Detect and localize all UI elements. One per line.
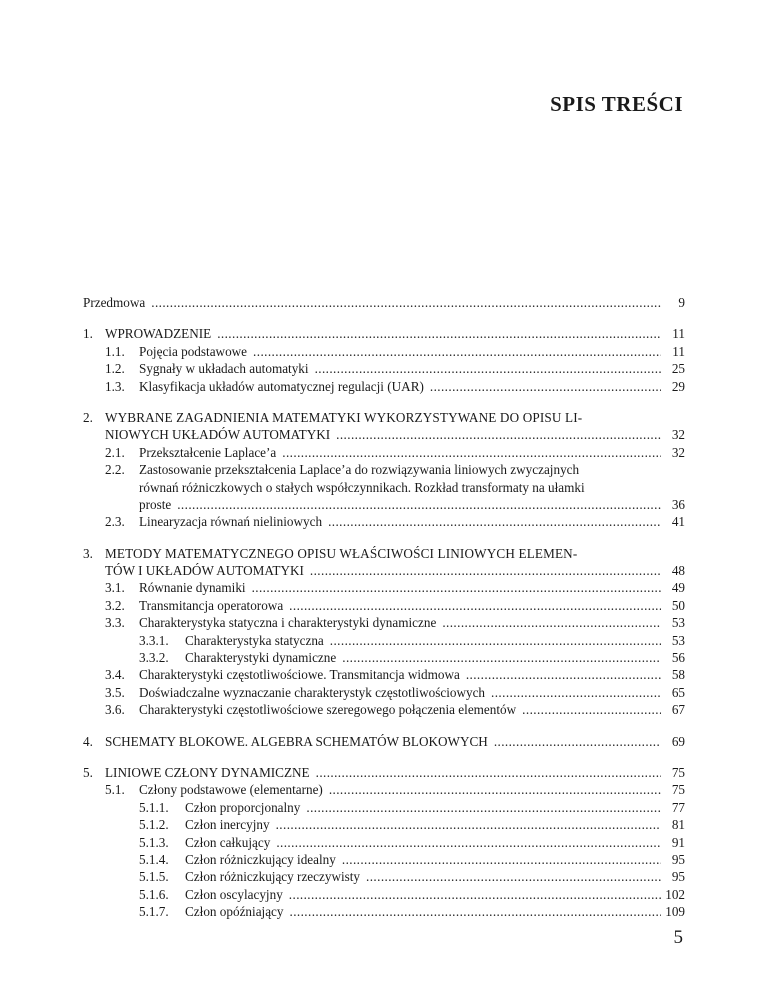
toc-entry-page: 41 xyxy=(671,514,685,530)
toc-entry-number: 5.1.7. xyxy=(139,904,169,920)
toc-entry-continuation xyxy=(83,562,685,579)
toc-entry-page: 95 xyxy=(671,869,685,885)
toc-entry-number: 5.1.1. xyxy=(139,799,169,815)
toc-entry xyxy=(83,886,685,903)
toc-entry xyxy=(83,834,685,851)
toc-entry-page: 49 xyxy=(671,580,685,596)
toc-entry-page: 75 xyxy=(671,764,685,780)
toc-entry-title-line: Zastosowanie przekształcenia Laplace’a do rozwiązywania liniowych zwyczajnych xyxy=(139,462,580,478)
toc-entry-number: 1. xyxy=(83,326,93,342)
toc-entry xyxy=(83,378,685,395)
toc-entry xyxy=(83,684,685,701)
toc-entry-title: SCHEMATY BLOKOWE. ALGEBRA SCHEMATÓW BLOKOWYCH xyxy=(105,733,488,749)
toc-entry xyxy=(83,461,685,478)
toc-entry-page: 9 xyxy=(678,295,685,310)
toc-entry-title: Równanie dynamiki xyxy=(139,580,246,596)
toc-entry-title: Linearyzacja równań nieliniowych xyxy=(139,514,323,530)
toc-entry-title: Człon różniczkujący rzeczywisty xyxy=(185,869,361,885)
toc-entry xyxy=(83,816,685,833)
toc-entry-title: Sygnały w układach automatyki xyxy=(139,361,309,377)
toc-entry-page: 109 xyxy=(665,904,685,920)
toc-entry-number: 5.1.6. xyxy=(139,886,169,902)
toc-entry-number: 3.3.1. xyxy=(139,632,169,648)
toc-entry-page: 32 xyxy=(671,427,685,443)
toc-entry-page: 67 xyxy=(671,702,685,718)
toc-entry xyxy=(83,513,685,530)
toc-entry-number: 3.6. xyxy=(105,702,125,718)
toc-chapter xyxy=(83,409,685,426)
toc-entry xyxy=(83,343,685,360)
toc-entry-number: 3. xyxy=(83,545,93,561)
toc-entry-page: 75 xyxy=(671,782,685,798)
toc-entry xyxy=(83,799,685,816)
toc-entry xyxy=(83,614,685,631)
toc-entry-page: 95 xyxy=(671,851,685,867)
toc-entry-page: 77 xyxy=(671,799,685,815)
toc-entry-page: 53 xyxy=(671,615,685,631)
toc-entry-page: 102 xyxy=(665,886,685,902)
toc-entry-title: Pojęcia podstawowe xyxy=(139,343,248,359)
toc-entry-title-line: równań różniczkowych o stałych współczynnikach. Rozkład transformaty na ułamki xyxy=(139,479,585,495)
toc-entry-title: Człon inercyjny xyxy=(185,817,270,833)
toc-entry xyxy=(83,597,685,614)
toc-entry-title: Charakterystyki częstotliwościowe szeregowego połączenia elementów xyxy=(139,702,517,718)
toc-entry-title: Charakterystyka statyczna i charakterystyki dynamiczne xyxy=(139,615,437,631)
toc-entry xyxy=(83,851,685,868)
toc-entry-title: Transmitancja operatorowa xyxy=(139,597,284,613)
toc-entry-page: 25 xyxy=(671,361,685,377)
toc-entry xyxy=(83,632,685,649)
toc-entry xyxy=(83,579,685,596)
toc-entry-page: 56 xyxy=(671,650,685,666)
toc-entry xyxy=(83,868,685,885)
toc-entry-number: 3.4. xyxy=(105,667,125,683)
toc-entry-number: 2. xyxy=(83,409,93,425)
page-number: 5 xyxy=(673,927,683,948)
toc-entry-title: Człon opóźniający xyxy=(185,904,284,920)
toc-entry-number: 5.1.3. xyxy=(139,834,169,850)
toc-entry-title: Klasyfikacja układów automatycznej regulacji (UAR) xyxy=(139,378,424,394)
toc-entry-page: 11 xyxy=(672,343,685,359)
toc-entry xyxy=(83,294,685,311)
toc-entry-title: Człon proporcjonalny xyxy=(185,799,301,815)
toc-entry-page: 32 xyxy=(671,444,685,460)
toc-entry-number: 1.2. xyxy=(105,361,125,377)
toc-entry-number: 4. xyxy=(83,733,93,749)
toc-entry-page: 48 xyxy=(671,563,685,579)
toc-entry-number: 5.1.2. xyxy=(139,817,169,833)
toc-entry-title: Charakterystyki dynamiczne xyxy=(185,650,337,666)
toc-entry-title: Charakterystyka statyczna xyxy=(185,632,324,648)
toc-chapter xyxy=(83,325,685,342)
toc-entry xyxy=(83,360,685,377)
toc-entry-number: 1.3. xyxy=(105,378,125,394)
toc-entry-title: LINIOWE CZŁONY DYNAMICZNE xyxy=(105,764,310,780)
toc-entry-number: 3.3.2. xyxy=(139,650,169,666)
toc-entry-title: Przekształcenie Laplace’a xyxy=(139,444,277,460)
toc-entry-number: 1.1. xyxy=(105,343,125,359)
table-of-contents xyxy=(83,294,685,921)
toc-entry-number: 3.3. xyxy=(105,615,125,631)
toc-entry-number: 3.1. xyxy=(105,580,125,596)
toc-entry-title: Charakterystyki częstotliwościowe. Transmitancja widmowa xyxy=(139,667,460,683)
toc-entry-number: 2.2. xyxy=(105,462,125,478)
toc-entry-page: 91 xyxy=(671,834,685,850)
toc-entry-title: TÓW I UKŁADÓW AUTOMATYKI xyxy=(105,563,304,579)
toc-entry-page: 11 xyxy=(672,326,685,342)
toc-chapter xyxy=(83,545,685,562)
toc-entry xyxy=(83,444,685,461)
toc-entry-page: 58 xyxy=(671,667,685,683)
toc-entry-number: 2.3. xyxy=(105,514,125,530)
toc-entry-title: Przedmowa xyxy=(83,295,146,310)
toc-entry-page: 53 xyxy=(671,632,685,648)
toc-chapter xyxy=(83,733,685,750)
toc-entry-continuation xyxy=(83,496,685,513)
toc-entry-title: Człon oscylacyjny xyxy=(185,886,283,902)
toc-entry-title: Człon różniczkujący idealny xyxy=(185,851,336,867)
toc-entry xyxy=(83,781,685,798)
toc-entry-number: 2.1. xyxy=(105,444,125,460)
toc-entry-number: 5. xyxy=(83,764,93,780)
toc-entry xyxy=(83,701,685,718)
toc-entry-page: 29 xyxy=(671,378,685,394)
toc-entry-page: 36 xyxy=(671,496,685,512)
toc-entry xyxy=(83,649,685,666)
toc-entry-page: 69 xyxy=(671,733,685,749)
toc-entry-number: 5.1. xyxy=(105,782,125,798)
toc-entry-title: NIOWYCH UKŁADÓW AUTOMATYKI xyxy=(105,427,331,443)
toc-entry-title: Doświadczalne wyznaczanie charakterystyk częstotliwościowych xyxy=(139,684,486,700)
toc-entry-number: 3.2. xyxy=(105,597,125,613)
toc-entry-continuation xyxy=(83,426,685,443)
toc-entry-title: Człony podstawowe (elementarne) xyxy=(139,782,323,798)
toc-entry-page: 65 xyxy=(671,684,685,700)
toc-entry-title: WPROWADZENIE xyxy=(105,326,212,342)
toc-entry xyxy=(83,903,685,920)
toc-entry xyxy=(83,666,685,683)
page-title: SPIS TREŚCI xyxy=(550,92,683,116)
toc-entry-continuation xyxy=(83,479,685,496)
toc-entry-page: 81 xyxy=(671,817,685,833)
toc-entry-title-line: METODY MATEMATYCZNEGO OPISU WŁAŚCIWOŚCI LINIOWYCH ELEMEN- xyxy=(105,545,578,561)
toc-entry-number: 3.5. xyxy=(105,684,125,700)
toc-entry-number: 5.1.5. xyxy=(139,869,169,885)
toc-entry-number: 5.1.4. xyxy=(139,851,169,867)
toc-entry-title: proste xyxy=(139,496,172,512)
toc-entry-title: Człon całkujący xyxy=(185,834,271,850)
toc-entry-page: 50 xyxy=(671,597,685,613)
toc-chapter xyxy=(83,764,685,781)
toc-entry-title-line: WYBRANE ZAGADNIENIA MATEMATYKI WYKORZYSTYWANE DO OPISU LI- xyxy=(105,409,583,425)
